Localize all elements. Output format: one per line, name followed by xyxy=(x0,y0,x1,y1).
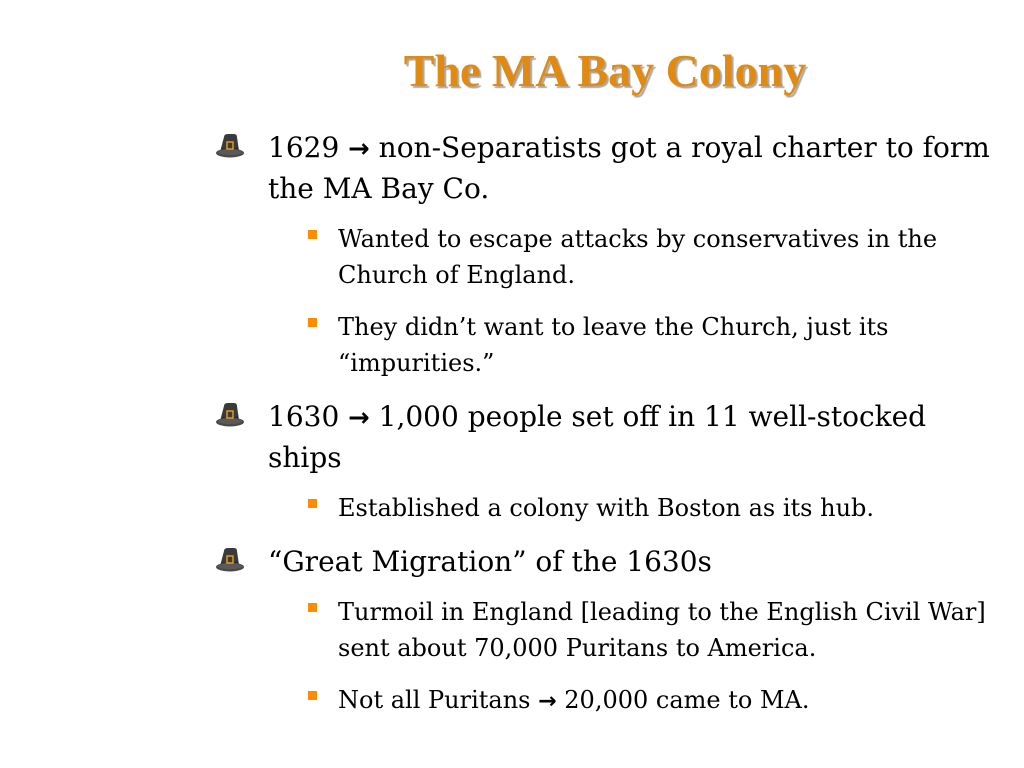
square-bullet-icon xyxy=(308,499,317,508)
pilgrim-hat-icon xyxy=(214,128,246,160)
slide-content xyxy=(212,128,1012,736)
bullet-2 xyxy=(212,397,990,478)
sub-bullet-3-1 xyxy=(338,594,1012,666)
sub-bullet-3-1-text: Turmoil in England [leading to the English Civil War] sent about 70,000 Puritans to America. xyxy=(338,598,986,662)
square-bullet-icon xyxy=(308,318,317,327)
bullet-1-year: 1629 xyxy=(268,131,340,164)
bullet-1-text: non-Separatists got a royal charter to form the MA Bay Co. xyxy=(268,131,990,205)
sub-bullet-1-1 xyxy=(338,221,1012,293)
bullet-2-text: 1,000 people set off in 11 well-stocked ships xyxy=(268,400,927,474)
pilgrim-hat-icon xyxy=(214,542,246,574)
sub-bullet-1-1-text: Wanted to escape attacks by conservatives in the Church of England. xyxy=(338,225,938,289)
square-bullet-icon xyxy=(308,603,317,612)
square-bullet-icon xyxy=(308,691,317,700)
arrow-icon: → xyxy=(348,403,370,433)
arrow-icon: → xyxy=(348,134,370,164)
bullet-1 xyxy=(212,128,990,209)
bullet-3-text: “Great Migration” of the 1630s xyxy=(268,545,712,578)
slide-title: The MA Bay Colony xyxy=(403,45,807,96)
pilgrim-hat-icon xyxy=(214,397,246,429)
arrow-icon: → xyxy=(538,689,557,714)
sub-bullet-3-2-post: 20,000 came to MA. xyxy=(564,686,810,714)
sub-bullet-1-2 xyxy=(338,309,1012,381)
bullet-2-year: 1630 xyxy=(268,400,340,433)
square-bullet-icon xyxy=(308,230,317,239)
sub-bullet-2-1 xyxy=(338,490,1012,526)
bullet-3 xyxy=(212,542,990,582)
sub-bullet-2-1-text: Established a colony with Boston as its hub. xyxy=(338,494,875,522)
sub-bullet-1-2-text: They didn’t want to leave the Church, just its “impurities.” xyxy=(338,313,889,377)
sub-bullet-3-2-pre: Not all Puritans xyxy=(338,686,531,714)
sub-bullet-3-2 xyxy=(338,682,1012,720)
